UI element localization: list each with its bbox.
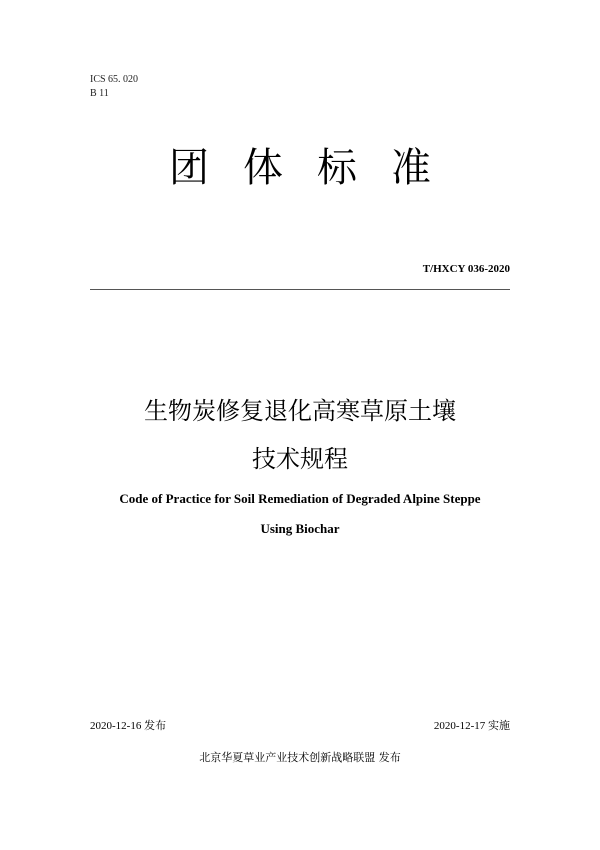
issue-date: 2020-12-16 发布 xyxy=(90,720,167,732)
header-divider xyxy=(90,289,510,290)
publisher-line: 北京华夏草业产业技术创新战略联盟 发布 xyxy=(199,751,401,764)
ics-code: ICS 65. 020 xyxy=(90,74,139,85)
standard-number: T/HXCY 036-2020 xyxy=(422,263,510,275)
title-chinese-line1: 生物炭修复退化高寒草原土壤 xyxy=(144,397,456,425)
title-chinese-line2: 技术规程 xyxy=(252,445,348,473)
implementation-date: 2020-12-17 实施 xyxy=(433,720,510,732)
title-english-line1: Code of Practice for Soil Remediation of Degraded Alpine Steppe xyxy=(119,491,481,506)
title-english-line2: Using Biochar xyxy=(260,521,340,536)
standard-type-heading: 团体标准 xyxy=(169,145,465,191)
ccs-code: B 11 xyxy=(90,88,109,99)
